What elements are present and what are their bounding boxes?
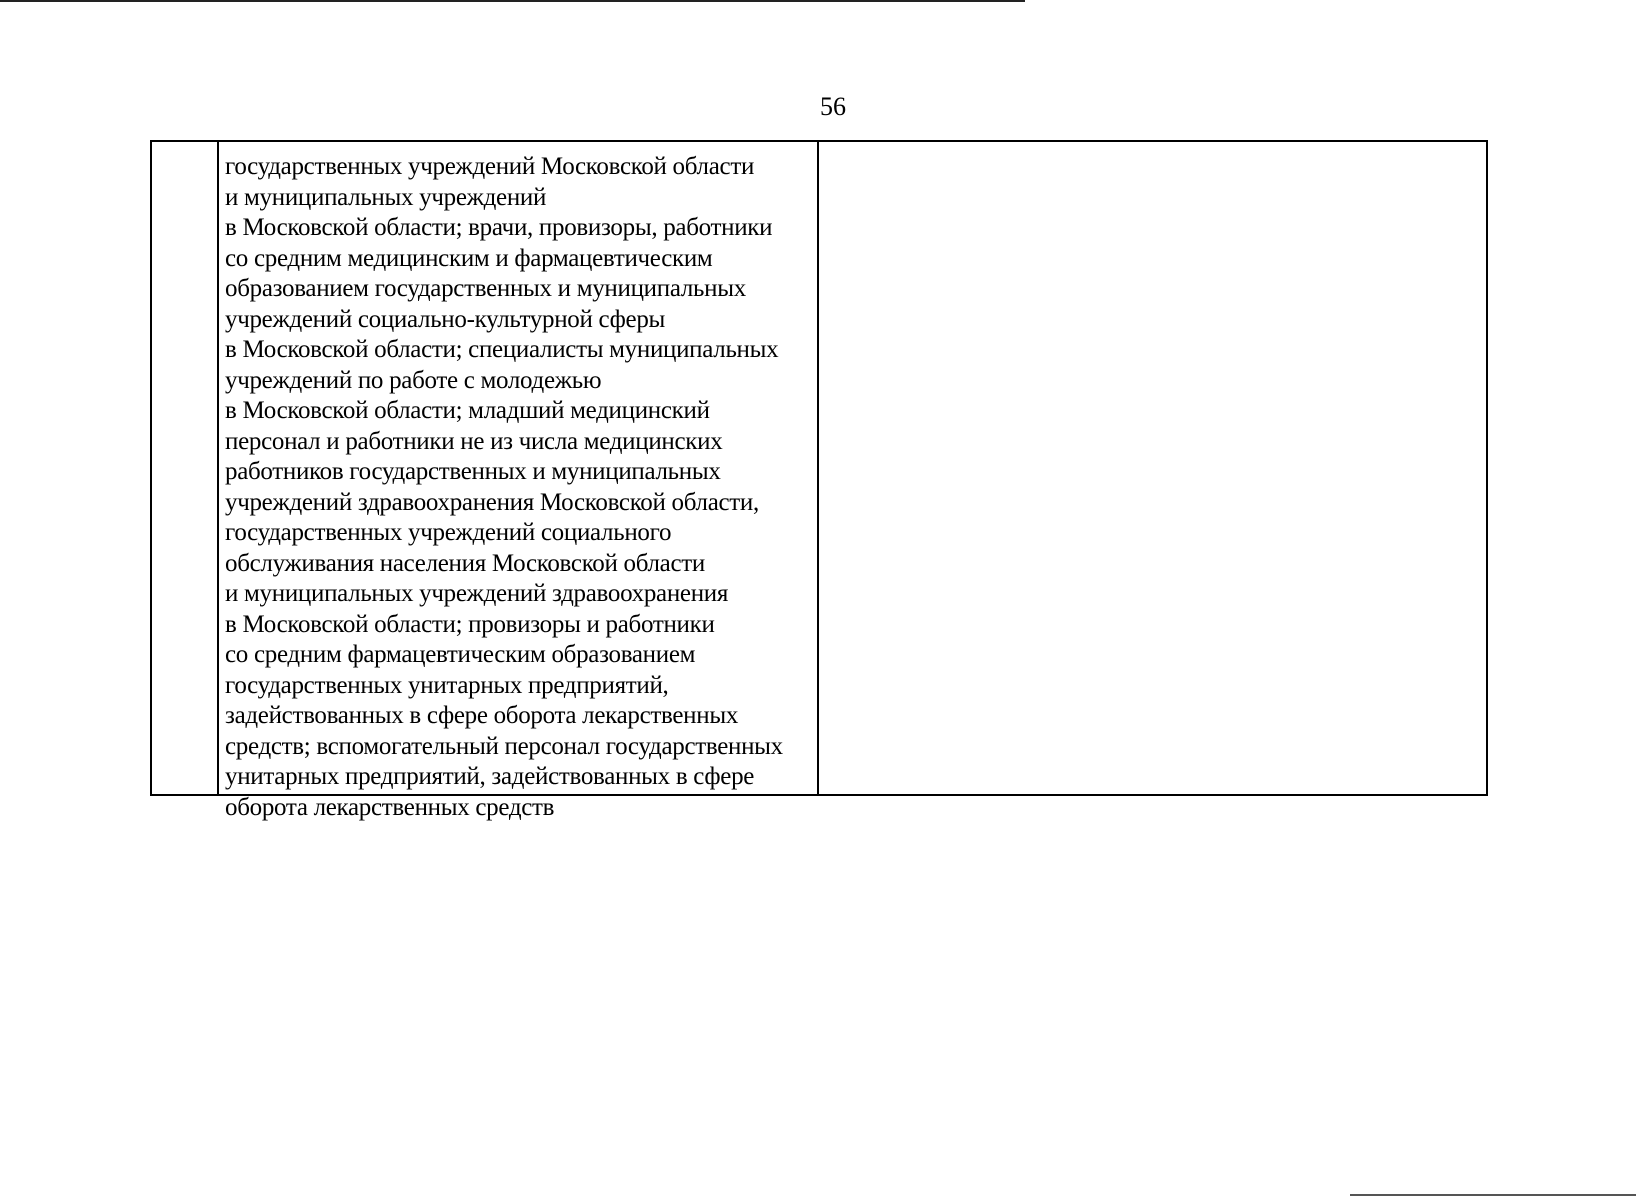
text-line: государственных учреждений социального [225,519,672,546]
text-line: учреждений здравоохранения Московской области, [225,488,759,516]
text-line: задействованных в сфере оборота лекарственных [225,702,739,729]
table-cell-text [218,141,818,821]
scan-edge-top [0,0,1025,2]
table-cell-number [151,141,218,795]
text-line: государственных учреждений Московской области [225,153,755,180]
text-line: образованием государственных и муниципальных [225,275,746,302]
text-line: средств; вспомогательный персонал государственных [225,732,783,760]
cell-text-block [219,142,817,821]
text-line: в Московской области; младший медицинский [225,397,710,424]
text-line: персонал и работники не из числа медицинских [225,427,723,455]
text-line: со средним фармацевтическим образованием [225,641,696,668]
document-table [150,140,1488,821]
text-line: и муниципальных учреждений [225,183,547,211]
text-line: унитарных предприятий, задействованных в сфере [225,763,755,790]
text-line: оборота лекарственных средств [225,793,555,821]
text-line: со средним медицинским и фармацевтическим [225,244,713,272]
text-line: в Московской области; врачи, провизоры, работники [225,214,773,241]
text-line: работников государственных и муниципальных [225,458,721,485]
text-line: в Московской области; провизоры и работники [225,610,715,638]
text-line: обслуживания населения Московской области [225,549,705,577]
scan-edge-bottom [1350,1194,1636,1196]
page-number: 56 [820,92,846,121]
text-line: учреждений социально-культурной сферы [225,305,666,333]
table-cell-empty [818,141,1487,795]
text-line: и муниципальных учреждений здравоохранения [225,580,729,607]
text-line: государственных унитарных предприятий, [225,671,669,699]
text-line: в Московской области; специалисты муниципальных [225,336,779,363]
table-row [151,141,1487,795]
text-line: учреждений по работе с молодежью [225,366,602,394]
